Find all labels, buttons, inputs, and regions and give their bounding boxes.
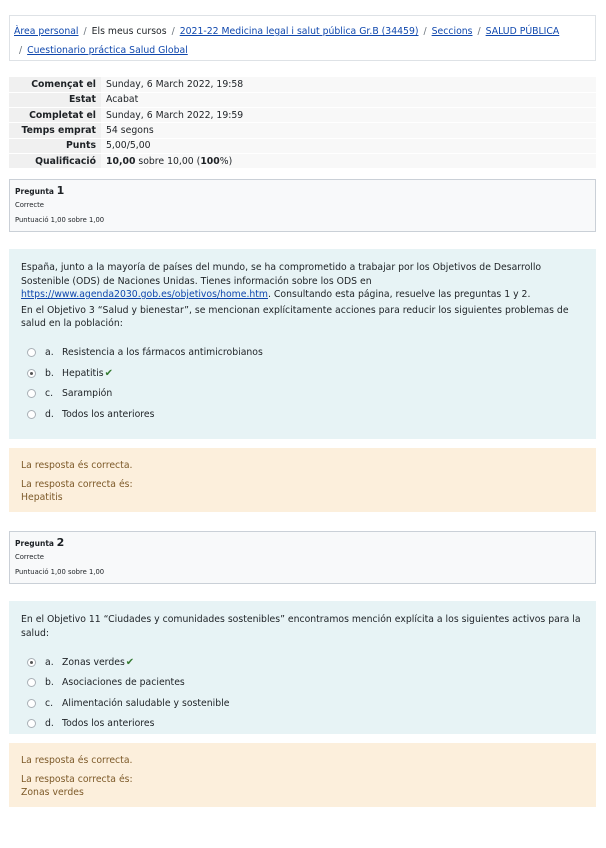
answer-option-d[interactable] [21,404,584,425]
breadcrumb-sections[interactable]: Seccions [431,26,473,37]
summary-label: Punts [9,138,101,153]
answer-text: Todos los anteriores [62,718,155,729]
breadcrumb-separator: / [19,45,23,56]
answer-letter: c. [45,388,54,399]
question-mark: Puntuació 1,00 sobre 1,00 [15,568,105,576]
question-text: En el Objetivo 3 “Salud y bienestar”, se mencionan explícitamente acciones para reducir los siguientes problemas de salud en la población: [21,304,569,329]
feedback-correct: La resposta és correcta. [21,755,133,766]
radio-button-selected[interactable] [27,658,36,667]
question-state: Correcte [15,201,44,209]
answer-option-b[interactable] [21,673,584,694]
question-number: Pregunta 1 [15,184,65,197]
answer-letter: b. [45,677,54,688]
answer-letter: b. [45,367,54,379]
radio-button[interactable] [27,678,36,687]
grade-percent: 100 [200,155,220,167]
answer-text: Hepatitis [62,367,104,379]
radio-button[interactable] [27,410,36,419]
breadcrumb-section-public-health[interactable]: SALUD PÚBLICA [485,26,560,37]
right-answer-label: La resposta correcta és: [21,774,133,785]
summary-row-grade [9,153,596,168]
grade-percent-suffix: %) [219,155,233,167]
question-2-info [9,531,596,584]
summary-grade-value [101,153,596,168]
correct-check-icon: ✔ [125,656,135,668]
summary-row-started [9,77,596,92]
answer-list [21,343,584,425]
answer-option-d[interactable] [21,714,584,735]
grade-score: 10,00 [106,155,136,167]
answer-letter: a. [45,656,54,668]
summary-row-completed [9,108,596,123]
answer-letter: d. [45,408,54,420]
right-answer-label: La resposta correcta és: [21,479,133,490]
answer-letter: c. [45,697,54,709]
radio-button[interactable] [27,389,36,398]
summary-value: 5,00/5,00 [101,138,596,153]
answer-letter: a. [45,347,54,358]
summary-label: Completat el [9,108,101,123]
question-1-feedback [9,448,596,512]
breadcrumb-separator: / [477,26,481,37]
breadcrumb-course[interactable]: 2021-22 Medicina legal i salut pública Gr.B (34459) [179,26,419,37]
summary-label: Qualificació [9,153,101,168]
question-2-formulation [9,601,596,734]
summary-row-state [9,92,596,107]
answer-text: Todos los anteriores [62,408,155,420]
answer-text: Sarampión [62,388,113,399]
question-state: Correcte [15,553,44,561]
answer-text: Alimentación saludable y sostenible [62,697,230,709]
agenda2030-link[interactable]: https://www.agenda2030.gob.es/objetivos/home.htm [21,289,268,300]
radio-button-selected[interactable] [27,369,36,378]
question-1-formulation [9,249,596,439]
answer-letter: d. [45,718,54,729]
radio-button[interactable] [27,719,36,728]
breadcrumb-quiz[interactable]: Cuestionario práctica Salud Global [27,45,188,56]
summary-value: 54 segons [101,123,596,138]
attempt-summary-table [9,77,596,169]
summary-label: Començat el [9,77,101,92]
radio-button[interactable] [27,699,36,708]
breadcrumb-separator: / [171,26,175,37]
question-1-info [9,179,596,232]
answer-option-c[interactable] [21,384,584,405]
radio-button[interactable] [27,348,36,357]
answer-option-a[interactable] [21,343,584,364]
correct-check-icon: ✔ [104,367,113,379]
right-answer: Zonas verdes [21,787,84,798]
answer-text: Zonas verdes [62,656,125,668]
summary-label: Temps emprat [9,123,101,138]
answer-list [21,652,584,734]
answer-text: Resistencia a los fármacos antimicrobianos [62,347,263,358]
summary-row-marks [9,138,596,153]
answer-option-a[interactable] [21,652,584,673]
summary-row-time-taken [9,123,596,138]
question-2-feedback [9,743,596,807]
breadcrumb [9,15,596,61]
breadcrumb-my-courses: Els meus cursos [91,26,167,37]
answer-option-b[interactable] [21,363,584,384]
feedback-correct: La resposta és correcta. [21,460,133,471]
breadcrumb-personal-area[interactable]: Àrea personal [14,26,79,37]
breadcrumb-separator: / [83,26,87,37]
answer-option-c[interactable] [21,693,584,714]
question-number: Pregunta 2 [15,536,65,549]
answer-text: Asociaciones de pacientes [62,677,185,688]
right-answer: Hepatitis [21,492,63,503]
question-text: En el Objetivo 11 “Ciudades y comunidades sostenibles” encontramos mención explícita a los siguientes activos para la salud: [21,614,581,639]
summary-value: Sunday, 6 March 2022, 19:59 [101,108,596,123]
grade-out-of: sobre 10,00 ( [135,155,201,167]
summary-value: Sunday, 6 March 2022, 19:58 [101,77,596,92]
question-mark: Puntuació 1,00 sobre 1,00 [15,216,105,224]
question-intro: España, junto a la mayoría de países del mundo, se ha comprometido a trabajar por los Objetivos de Desarrollo Sostenible (ODS) de Naciones Unidas. Tienes información sobre los ODS en https://www.agenda2030.gob.es/objetivos/home.htm. Consultando esta página, resuelve las preguntas 1 y 2. [21,262,542,300]
breadcrumb-separator: / [423,26,427,37]
summary-label: Estat [9,92,101,107]
summary-value: Acabat [101,92,596,107]
